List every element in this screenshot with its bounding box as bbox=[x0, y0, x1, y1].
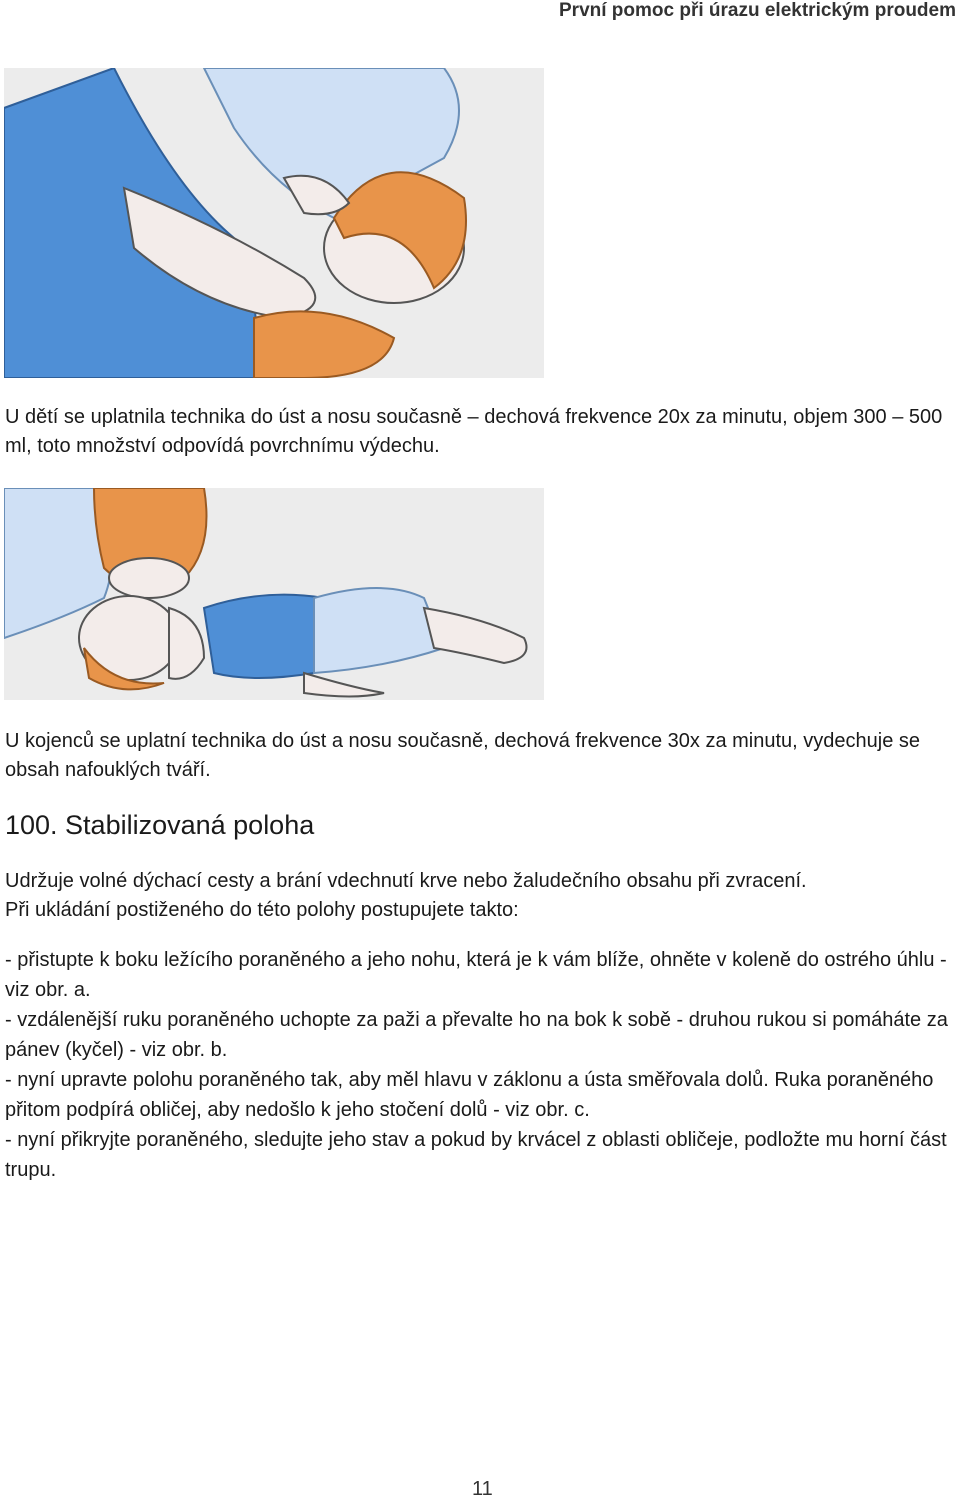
steps-list bbox=[5, 945, 960, 1185]
illustration-infant-rescue-breathing bbox=[4, 488, 544, 700]
list-item: - nyní přikryjte poraněného, sledujte jeho stav a pokud by krvácel z oblasti obličeje, podložte mu horní část trupu. bbox=[5, 1129, 947, 1181]
page-header: První pomoc při úrazu elektrickým proudem bbox=[559, 0, 956, 21]
intro-line-2: Při ukládání postiženého do této polohy postupujete takto: bbox=[5, 899, 519, 921]
list-item: - nyní upravte polohu poraněného tak, aby měl hlavu v záklonu a ústa směřovala dolů. Ruka poraněného přitom podpírá obličej, aby nedošlo k jeho stočení dolů - viz obr. c. bbox=[5, 1069, 934, 1121]
list-item: - vzdálenější ruku poraněného uchopte za paži a převalte ho na bok k sobě - druhou rukou si pomáháte za pánev (kyčel) - viz obr. b. bbox=[5, 1009, 948, 1061]
section-intro bbox=[5, 867, 960, 925]
list-item: - přistupte k boku ležícího poraněného a jeho nohu, která je k vám blíže, ohněte v koleně do ostrého úhlu - viz obr. a. bbox=[5, 949, 947, 1001]
paragraph-infants-breathing: U kojenců se uplatní technika do úst a nosu současně, dechová frekvence 30x za minutu, vydechuje se obsah nafouklých tváří. bbox=[5, 730, 920, 781]
section-heading: 100. Stabilizovaná poloha bbox=[5, 810, 315, 840]
paragraph-children-breathing: U dětí se uplatnila technika do úst a nosu současně – dechová frekvence 20x za minutu, objem 300 – 500 ml, toto množství odpovídá povrchnímu výdechu. bbox=[5, 406, 943, 457]
illustration-child-rescue-breathing bbox=[4, 68, 544, 378]
intro-line-1: Udržuje volné dýchací cesty a brání vdechnutí krve nebo žaludečního obsahu při zvracení. bbox=[5, 870, 807, 892]
page-number: 11 bbox=[472, 1478, 493, 1500]
